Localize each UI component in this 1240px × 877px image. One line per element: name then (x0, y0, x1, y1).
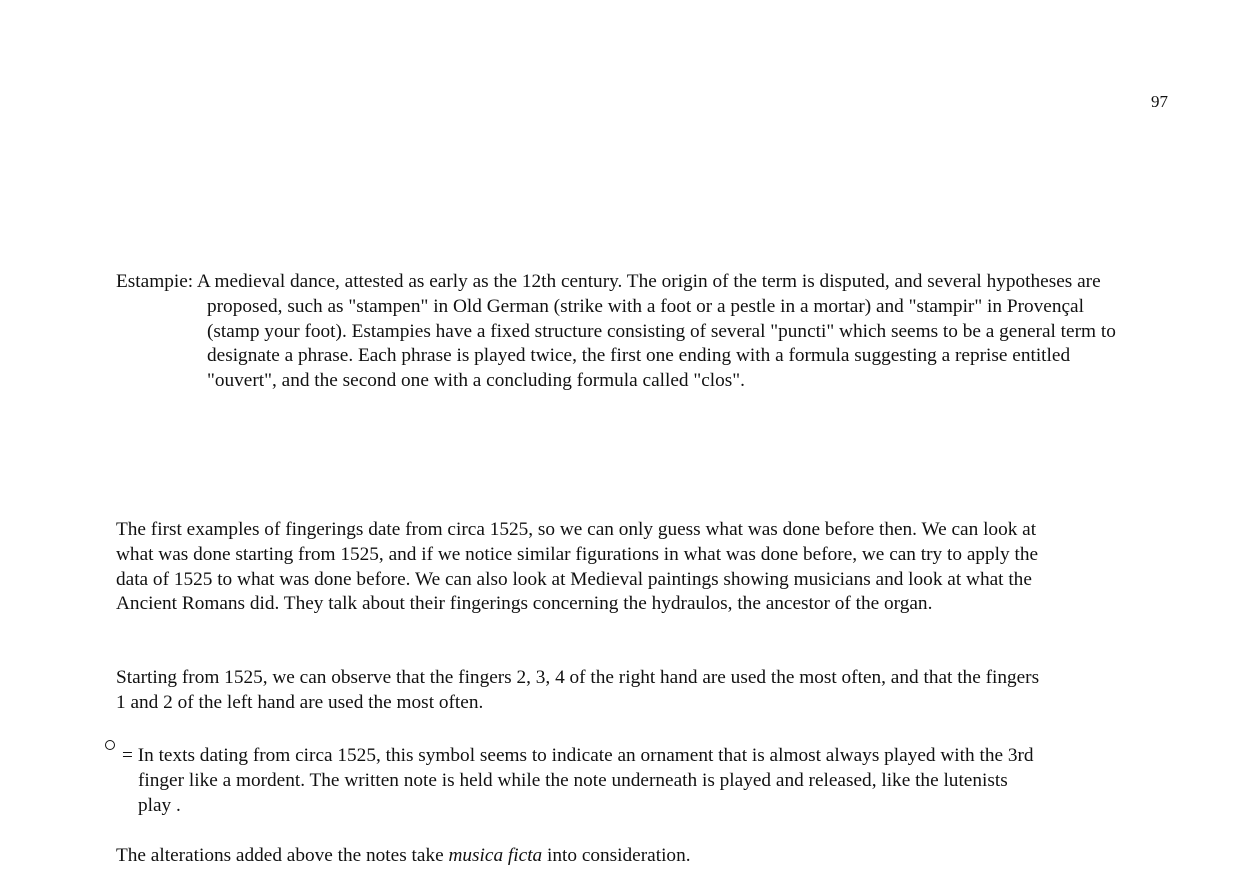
estampie-entry (116, 270, 1122, 394)
ornament-symbol-text: = In texts dating from circa 1525, this symbol seems to indicate an ornament that is almost always played with the 3rd finger like a mordent. The written note is held while the note underneath is played and released, like the lutenists play . (122, 745, 1034, 816)
estampie-definition (116, 270, 1122, 394)
estampie-definition-text: A medieval dance, attested as early as the 12th century. The origin of the term is disputed, and several hypotheses are proposed, such as "stampen" in Old German (strike with a foot or a pestle in a mortar) and "stampir" in Provençal (stamp your foot). Estampies have a fixed structure consisting of several "puncti" which seems to be a general term to designate a phrase. Each phrase is played twice, the first one ending with a formula suggesting a reprise entitled "ouvert", and the second one with a concluding formula called "clos". (196, 271, 1116, 392)
paragraph-text: The first examples of fingerings date from circa 1525, so we can only guess what was done before then. We can look at what was done starting from 1525, and if we notice similar figurations in what was done before, we can try to apply the data of 1525 to what was done before. We can also look at Medieval paintings showing musicians and look at what the Ancient Romans did. They talk about their fingerings concerning the hydraulos, the ancestor of the organ. (116, 519, 1039, 615)
musica-ficta-term: musica ficta (448, 845, 543, 866)
page-number: 97 (1151, 92, 1168, 111)
estampie-term: Estampie: (116, 271, 194, 292)
alterations-text-end: into consideration. (542, 845, 691, 866)
fingerings-history-paragraph (116, 518, 1046, 617)
fingers-usage-paragraph (116, 666, 1046, 716)
alterations-paragraph (116, 844, 1046, 869)
ornament-circle-icon (105, 740, 115, 750)
alterations-text-start: The alterations added above the notes take (116, 845, 449, 866)
paragraph-text (116, 844, 1046, 869)
paragraph-text: Starting from 1525, we can observe that the fingers 2, 3, 4 of the right hand are used the most often, and that the fingers 1 and 2 of the left hand are used the most often. (116, 667, 1040, 713)
